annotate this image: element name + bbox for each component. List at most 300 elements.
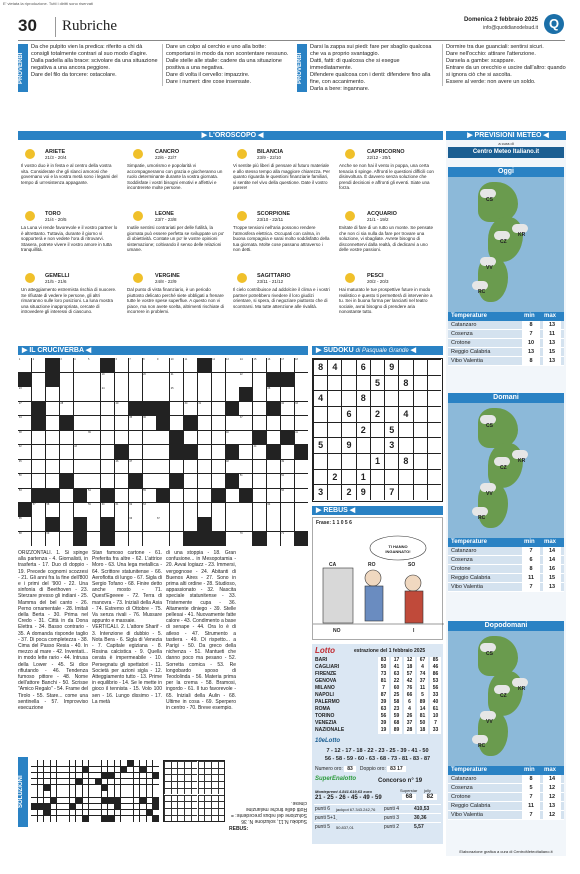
solution-sudoku-cell (171, 815, 178, 822)
sudoku-cell[interactable]: 8 (356, 390, 370, 406)
sudoku-cell[interactable] (313, 422, 327, 438)
solution-cell (83, 779, 89, 785)
sudoku-cell[interactable] (427, 406, 441, 422)
lotto-number: 22 (391, 678, 402, 685)
crossword-cell (129, 489, 142, 503)
clue-number: 22 (239, 372, 243, 376)
zodiac-gemelli-icon (25, 273, 35, 283)
solution-cell (51, 767, 57, 773)
map-label: RC (478, 743, 486, 749)
crossword-cell (32, 474, 45, 488)
prize-label: punti 6 (315, 806, 331, 812)
solution-cell (76, 810, 82, 816)
lotto-number: 63 (378, 706, 389, 713)
solution-cell (44, 816, 50, 822)
sudoku-cell[interactable] (384, 406, 398, 422)
sign-dates: 21/1 - 19/2 (367, 217, 389, 222)
sudoku-cell[interactable]: 8 (398, 375, 412, 391)
clue-number: 5 (87, 358, 90, 362)
solution-cell (57, 767, 63, 773)
sudoku-cell[interactable]: 3 (384, 437, 398, 453)
solution-cell (127, 785, 133, 791)
solution-cell (83, 760, 89, 766)
solution-sudoku-cell (218, 788, 225, 795)
city-name: Catanzaro (451, 548, 477, 554)
solution-cell (127, 804, 133, 810)
lotto-number: 58 (391, 699, 402, 706)
crossword-cell (46, 532, 59, 546)
lotto-number: 23 (391, 706, 402, 713)
sudoku-cell[interactable] (398, 469, 412, 485)
crossword-cell (239, 373, 252, 387)
solution-cell (153, 791, 159, 797)
clue-number: 15 (253, 358, 257, 362)
solution-cell (108, 804, 114, 810)
solution-cell (147, 760, 153, 766)
clue-number: 66 (129, 517, 133, 521)
crossword-cell (226, 517, 239, 531)
city-name: Reggio Calabria (451, 575, 491, 581)
rebus-speech: TI HANNO INGANNATO! (385, 544, 411, 554)
clue-number: 41 (295, 430, 298, 434)
lotto-number: 61 (430, 706, 441, 713)
lotto-row (314, 671, 441, 678)
crossword-cell (267, 373, 280, 387)
meteo-map (448, 403, 564, 538)
newspaper-logo-icon: Q (544, 14, 564, 34)
city-name: Vibo Valentia (451, 358, 483, 364)
sudoku-cell[interactable]: 8 (313, 359, 327, 375)
sudoku-cell[interactable]: 4 (313, 390, 327, 406)
clue-number: 20 (143, 372, 146, 376)
solution-cell (134, 760, 140, 766)
lotto-number: 12 (404, 657, 415, 664)
crossword-cell (239, 402, 252, 416)
solution-cell (57, 804, 63, 810)
crossword-cell (267, 532, 280, 546)
solution-cell (63, 816, 69, 822)
solution-sudoku-cell (204, 788, 211, 795)
sudoku-cell[interactable] (413, 469, 427, 485)
solution-cell (108, 760, 114, 766)
temp-max: 13 (543, 339, 561, 347)
solution-sudoku-cell (198, 815, 205, 822)
temp-row (448, 802, 564, 811)
sudoku-cell[interactable] (370, 437, 384, 453)
sudoku-cell[interactable]: 9 (341, 437, 355, 453)
solution-cell (147, 779, 153, 785)
solution-cell (51, 816, 57, 822)
crossword-cell (18, 503, 31, 517)
sudoku-cell[interactable]: 2 (356, 422, 370, 438)
solution-cell (147, 767, 153, 773)
sudoku-cell[interactable] (341, 453, 355, 469)
lotto-number: 56 (378, 713, 389, 720)
sudoku-cell[interactable] (370, 469, 384, 485)
superenalotto-numbers: 21 - 25 - 26 - 45 - 49 - 59 (315, 795, 382, 801)
sign-dates: 21/3 - 20/4 (45, 155, 67, 160)
solution-sudoku-cell (198, 788, 205, 795)
solution-sudoku-cell (211, 761, 218, 768)
crossword-cell (74, 517, 87, 531)
lotto-number: 39 (378, 699, 389, 706)
solution-cell (153, 804, 159, 810)
solution-cell (140, 810, 146, 816)
solution-cell (108, 779, 114, 785)
crossword-cell (32, 358, 45, 372)
solution-cell (95, 791, 101, 797)
crossword-cell (226, 489, 239, 503)
cruciverba-title: IL CRUCIVERBA (29, 347, 84, 354)
temp-row (448, 547, 564, 556)
sudoku-cell[interactable] (313, 406, 327, 422)
crossword-cell (226, 474, 239, 488)
crossword-cell (281, 402, 294, 416)
crossword-cell (281, 532, 294, 546)
crossword-cell (129, 503, 142, 517)
crossword-cell (226, 373, 239, 387)
jolly-label: jolly (424, 788, 431, 793)
sign-dates: 24/8 - 22/9 (155, 279, 177, 284)
sign-name: SAGITTARIO (257, 273, 291, 279)
crossword-cell (115, 402, 128, 416)
sudoku-cell[interactable]: 3 (313, 484, 327, 500)
crossword-cell (74, 402, 87, 416)
crossword-cell (18, 532, 31, 546)
sign-text: Anche se non hai il vento in poppa, una certa tenacia ti spinge. Affronti le questioni difficili con disinvoltura. È davvero senza soluzione che prendi decisioni e affronti gli eventi. Siate una forza. (339, 163, 434, 190)
prize-label: punti 5 (315, 824, 331, 830)
issue-date: Domenica 2 febbraio 2025 (463, 17, 538, 23)
sudoku-cell[interactable] (327, 406, 341, 422)
sudoku-cell[interactable]: 5 (313, 437, 327, 453)
solution-cell (115, 760, 121, 766)
crossword-cell (226, 402, 239, 416)
rebus-letter-2: RO (368, 562, 376, 568)
solution-cell (31, 760, 37, 766)
crossword-cell (281, 489, 294, 503)
solution-cell (76, 785, 82, 791)
crossword-cell (143, 532, 156, 546)
solution-sudoku-cell (171, 781, 178, 788)
solution-sudoku-cell (171, 774, 178, 781)
crossword-cell (253, 373, 266, 387)
meteo-day: Oggi (448, 167, 564, 177)
crossword-cell (239, 517, 252, 531)
solution-sudoku-cell (191, 815, 198, 822)
crossword-cell (156, 517, 169, 531)
sudoku-cell[interactable] (427, 422, 441, 438)
solution-cell (63, 767, 69, 773)
temp-min: 7 (522, 793, 540, 801)
temp-row (448, 556, 564, 565)
sudoku-cell[interactable] (413, 422, 427, 438)
clue-number: 17 (281, 358, 285, 362)
crossword-cell (267, 503, 280, 517)
sudoku-cell[interactable]: 9 (356, 484, 370, 500)
crossword-cell (115, 503, 128, 517)
clue-number: 33 (295, 401, 298, 405)
sign-text: Evitate di fare di un rutto un monte. Se pensate che non ci sia nulla da fare per trovare una soluzione, vi sbagliate. Avrete bisogno di disconnettervi dalla realtà, di dedicarvi a uno delle vostre passioni. (339, 225, 434, 252)
crossword-cell (115, 517, 128, 531)
sudoku-cell[interactable]: 8 (398, 453, 412, 469)
temp-title-row (448, 766, 564, 775)
sudoku-cell[interactable] (327, 422, 341, 438)
solution-cell (31, 816, 37, 822)
ruota-name: GENOVA (315, 678, 337, 684)
sudoku-cell[interactable] (341, 375, 355, 391)
crossword-cell (156, 532, 169, 546)
sudoku-cell[interactable]: 4 (327, 359, 341, 375)
sudoku-cell[interactable] (356, 406, 370, 422)
lotto-number: 4 (404, 706, 415, 713)
solution-cell (31, 767, 37, 773)
sudoku-cell[interactable] (398, 437, 412, 453)
map-label: CS (486, 423, 493, 429)
crossword-cell (74, 358, 90, 372)
sudoku-cell[interactable] (427, 437, 441, 453)
sign-dates: 22/12 - 20/1 (367, 155, 392, 160)
crossword-cell (156, 445, 169, 459)
oroscopo-grid (18, 143, 443, 333)
sudoku-cell[interactable] (313, 469, 327, 485)
lotto-estrazione: estrazione del 1 febbraio 2025 (354, 648, 426, 654)
clue-number: 48 (226, 459, 229, 463)
solution-sudoku-cell (171, 808, 178, 815)
crossword-cell (295, 402, 308, 416)
lotto-number: 73 (378, 671, 389, 678)
sudoku-cell[interactable]: 5 (370, 375, 384, 391)
sudoku-cell[interactable] (327, 390, 341, 406)
solution-sudoku-cell (204, 815, 211, 822)
sudoku-cell[interactable]: 2 (341, 484, 355, 500)
clue-number: 52 (281, 474, 285, 478)
solution-cell (95, 798, 101, 804)
sudoku-cell[interactable]: 1 (356, 469, 370, 485)
solution-cell (38, 785, 44, 791)
sudoku-cell[interactable] (341, 422, 355, 438)
sudoku-cell[interactable] (356, 437, 370, 453)
zodiac-vergine-icon (133, 273, 143, 283)
sudoku-cell[interactable] (370, 359, 384, 375)
solution-sudoku-cell (218, 768, 225, 775)
sudoku-cell[interactable] (341, 359, 355, 375)
crossword-cell (101, 474, 114, 488)
proverbi-label-right: PROVERBI (297, 44, 307, 92)
sudoku-cell[interactable] (427, 375, 441, 391)
crossword-cell (87, 431, 100, 445)
sign-name: VERGINE (155, 273, 180, 279)
sudoku-cell[interactable]: 2 (370, 406, 384, 422)
crossword-cell (156, 474, 169, 488)
crossword-cell (226, 532, 239, 546)
crossword-cell (226, 503, 239, 517)
sudoku-cell[interactable] (427, 484, 441, 500)
solution-sudoku-cell (204, 781, 211, 788)
sudoku-cell[interactable] (413, 359, 427, 375)
prize-value-2: 410,53 (414, 806, 430, 812)
crossword-cell (198, 416, 211, 430)
sudoku-cell[interactable]: 6 (356, 359, 370, 375)
sudoku-cell[interactable] (356, 453, 370, 469)
crossword-cell (74, 416, 87, 430)
sudoku-cell[interactable] (384, 375, 398, 391)
sudoku-cell[interactable] (384, 469, 398, 485)
solution-sudoku-cell (177, 768, 184, 775)
sudoku-cell[interactable] (398, 390, 412, 406)
prize-value: 50.837,01 (336, 825, 354, 830)
sudoku-cell[interactable] (341, 469, 355, 485)
solution-cell (38, 798, 44, 804)
max-label: max (544, 313, 557, 319)
crossword-cell (239, 503, 252, 517)
lotto-number: 74 (417, 671, 428, 678)
crossword-cell (129, 416, 142, 430)
sudoku-cell[interactable] (427, 390, 441, 406)
solution-sudoku-cell (191, 808, 198, 815)
crossword-cell (143, 503, 156, 517)
crossword-cell (156, 503, 169, 517)
crossword-cell (101, 387, 114, 401)
sign-dates: 20/2 - 20/3 (367, 279, 389, 284)
sudoku-cell[interactable] (384, 453, 398, 469)
solution-sudoku-cell (211, 774, 218, 781)
solution-sudoku-cell (211, 788, 218, 795)
sudoku-cell[interactable]: 2 (327, 469, 341, 485)
sudoku-cell[interactable]: 7 (384, 484, 398, 500)
sudoku-cell[interactable] (370, 422, 384, 438)
temp-max: 13 (543, 321, 561, 329)
clue-number: 3 (60, 358, 62, 362)
solution-cell (51, 785, 57, 791)
crossword-cell (74, 460, 87, 474)
sudoku-cell[interactable] (370, 390, 384, 406)
sudoku-cell[interactable] (413, 390, 427, 406)
sudoku-cell[interactable] (327, 375, 341, 391)
solution-cell (140, 816, 146, 822)
sudoku-cell[interactable] (427, 359, 441, 375)
clue-number: 35 (129, 416, 133, 420)
crossword-cell (143, 489, 156, 503)
sudoku-cell[interactable] (327, 437, 341, 453)
lotto-number: 37 (417, 678, 428, 685)
sudoku-cell[interactable]: 4 (398, 406, 412, 422)
solution-sudoku-cell (184, 795, 191, 802)
crossword-cell (46, 517, 59, 531)
sudoku-cell[interactable]: 1 (370, 453, 384, 469)
crossword-cell (198, 489, 211, 503)
sign-name: PESCI (367, 273, 384, 279)
contact-email[interactable]: info@quotidianodelsud.it (483, 25, 538, 31)
sudoku-cell[interactable]: 5 (384, 422, 398, 438)
sudoku-cell[interactable] (427, 469, 441, 485)
sudoku-cell[interactable] (356, 375, 370, 391)
solution-cell (44, 798, 50, 804)
sudoku-cell[interactable] (413, 375, 427, 391)
crossword-cell (18, 416, 31, 430)
sudoku-cell[interactable] (413, 484, 427, 500)
lotto-number: 19 (378, 727, 389, 734)
sudoku-cell[interactable] (398, 484, 412, 500)
sudoku-cell[interactable]: 6 (341, 406, 355, 422)
solution-cell (147, 816, 153, 822)
city-name: Catanzaro (451, 776, 477, 782)
lotto-number: 86 (430, 671, 441, 678)
sudoku-cell[interactable] (398, 422, 412, 438)
crossword-cell (170, 373, 183, 387)
solution-sudoku-cell (218, 781, 225, 788)
crossword-cell (18, 387, 31, 401)
lotto-row (314, 713, 441, 720)
sign-name: BILANCIA (257, 149, 284, 155)
sudoku-cell[interactable] (398, 359, 412, 375)
sudoku-cell[interactable] (327, 453, 341, 469)
clue-number: 19 (101, 372, 105, 376)
solution-cell (83, 773, 89, 779)
solution-cell (83, 767, 89, 773)
sign-dates: 23/9 - 22/10 (257, 155, 282, 160)
sudoku-cell[interactable] (384, 390, 398, 406)
clue-number: 47 (129, 459, 133, 463)
solution-cell (127, 773, 133, 779)
sudoku-cell[interactable] (413, 453, 427, 469)
prize-row (314, 804, 441, 813)
sudoku-cell[interactable] (313, 453, 327, 469)
solution-cell (102, 785, 108, 791)
map-label: CZ (500, 693, 507, 699)
clue-number: 60 (101, 503, 105, 506)
crossword-cell (115, 474, 128, 488)
sudoku-cell[interactable] (370, 484, 384, 500)
solution-sudoku-cell (184, 761, 191, 768)
solution-cell (38, 773, 44, 779)
sudoku-cell[interactable]: 9 (384, 359, 398, 375)
clue-number: 6 (115, 358, 117, 362)
ruota-name: PALERMO (315, 699, 340, 705)
sudoku-cell[interactable] (341, 390, 355, 406)
temp-row (448, 565, 564, 574)
solution-cell (127, 779, 133, 785)
solution-cell (121, 773, 127, 779)
solution-sudoku-cell (191, 781, 198, 788)
meteo-panel-2 (448, 621, 564, 820)
zodiac-acquario-icon (345, 211, 355, 221)
sudoku-cell[interactable] (413, 437, 427, 453)
header-separator (55, 17, 56, 37)
sign-name: ACQUARIO (367, 211, 397, 217)
sign-dates: 23/10 - 22/11 (257, 217, 284, 222)
crossword-cell (32, 387, 45, 401)
solution-sudoku-cell (191, 788, 198, 795)
crossword-cell (198, 460, 211, 474)
sudoku-cell[interactable] (327, 484, 341, 500)
sudoku-cell[interactable] (427, 453, 441, 469)
clue-number: 12 (212, 358, 215, 362)
tenelotto-logo-icon: 10eLotto (315, 738, 341, 744)
crossword-cell (115, 387, 128, 401)
crossword-cell (198, 387, 211, 401)
sudoku-cell[interactable] (413, 406, 427, 422)
solution-cell (83, 810, 89, 816)
solution-cell (57, 779, 63, 785)
clue-number: 69 (46, 531, 50, 535)
solution-cell (51, 791, 57, 797)
montepremi: Montepremi 4.841.619,63 euro (315, 789, 372, 794)
crossword-cell (170, 474, 183, 488)
crossword-cell (253, 474, 266, 488)
sudoku-cell[interactable] (313, 375, 327, 391)
clue-number: 70 (239, 531, 243, 535)
solution-cell (153, 785, 159, 791)
